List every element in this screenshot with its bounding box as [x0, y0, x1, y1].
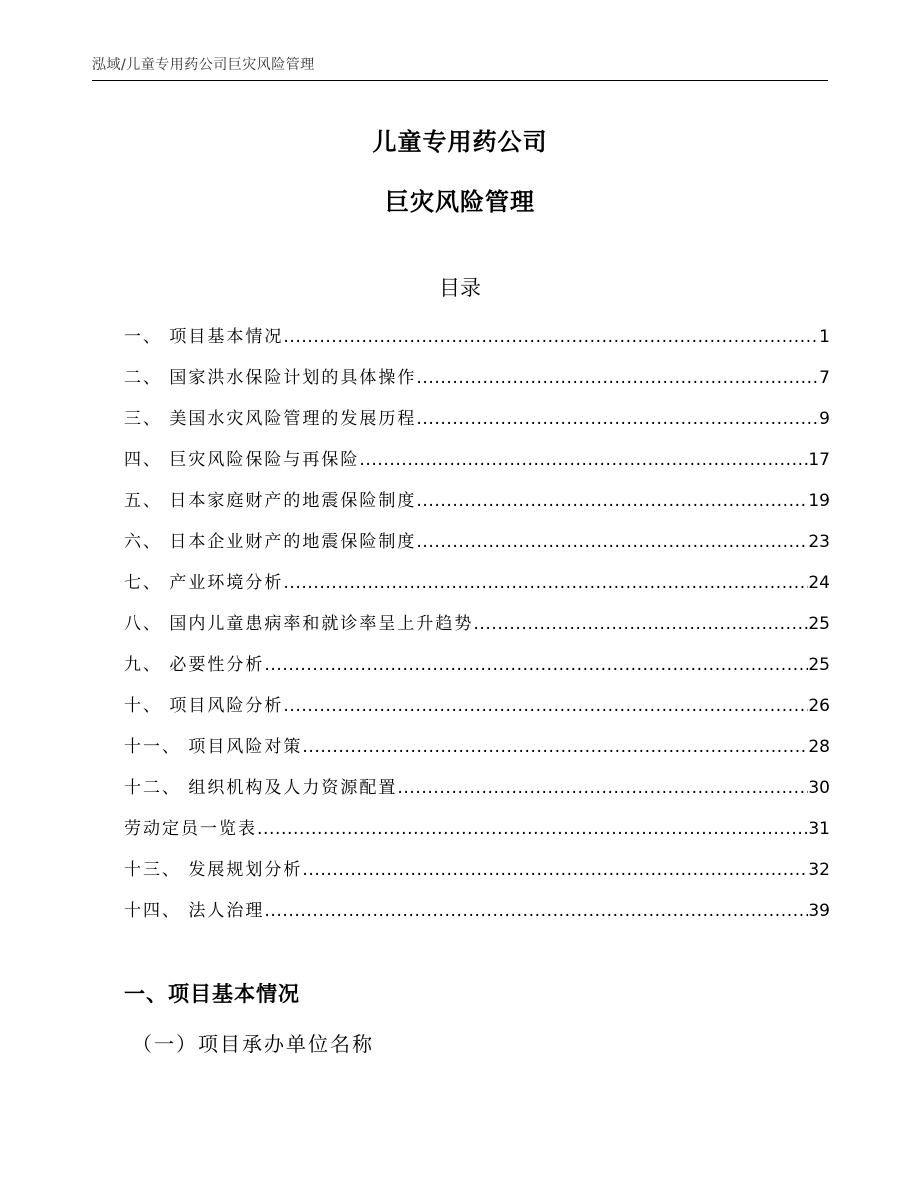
- toc-entry-page: 1: [819, 327, 830, 347]
- header-rule: [92, 80, 828, 81]
- toc-entry-label: 劳动定员一览表: [124, 819, 257, 839]
- toc-entry-label: 五、 日本家庭财产的地震保险制度: [124, 491, 417, 511]
- toc-entry-label: 十、 项目风险分析: [124, 696, 284, 716]
- toc-entry-page: 32: [808, 860, 830, 880]
- toc-entry[interactable]: [124, 730, 830, 771]
- running-header: 泓域/儿童专用药公司巨灾风险管理: [92, 57, 315, 73]
- toc-entry[interactable]: [124, 607, 830, 648]
- toc-entry-label: 十三、 发展规划分析: [124, 860, 303, 880]
- toc-entry-page: 9: [819, 409, 830, 429]
- toc-dot-leader: [416, 402, 819, 436]
- toc-entry-label: 十四、 法人治理: [124, 901, 265, 921]
- toc-dot-leader: [473, 607, 808, 641]
- toc-entry[interactable]: [124, 894, 830, 935]
- toc-entry-page: 19: [808, 491, 830, 511]
- toc-dot-leader: [302, 853, 808, 887]
- toc-entry-label: 九、 必要性分析: [124, 655, 265, 675]
- toc-dot-leader: [302, 730, 808, 764]
- toc-entry-page: 17: [808, 450, 830, 470]
- toc-entry-page: 39: [808, 901, 830, 921]
- toc-entry[interactable]: [124, 771, 830, 812]
- toc-entry[interactable]: [124, 648, 830, 689]
- toc-entry-label: 一、 项目基本情况: [124, 327, 284, 347]
- toc-entry-label: 四、 巨灾风险保险与再保险: [124, 450, 360, 470]
- toc-dot-leader: [397, 771, 808, 805]
- toc-heading: 目录: [439, 276, 481, 300]
- toc-entry-page: 23: [808, 532, 830, 552]
- toc-entry[interactable]: [124, 320, 830, 361]
- section-heading: 一、项目基本情况: [124, 982, 300, 1006]
- toc-entry-label: 十二、 组织机构及人力资源配置: [124, 778, 398, 798]
- document-title-line2: 巨灾风险管理: [385, 188, 535, 216]
- toc-dot-leader: [264, 648, 808, 682]
- toc-entry[interactable]: [124, 525, 830, 566]
- toc-dot-leader: [416, 361, 819, 395]
- toc-entry-page: 31: [808, 819, 830, 839]
- toc-entry-label: 七、 产业环境分析: [124, 573, 284, 593]
- toc-entry[interactable]: [124, 402, 830, 443]
- toc-entry[interactable]: [124, 361, 830, 402]
- toc-entry-label: 十一、 项目风险对策: [124, 737, 303, 757]
- toc-dot-leader: [257, 812, 808, 846]
- subsection-heading: （一）项目承办单位名称: [132, 1032, 374, 1056]
- toc-dot-leader: [283, 566, 808, 600]
- toc-dot-leader: [283, 689, 808, 723]
- toc-dot-leader: [359, 443, 808, 477]
- document-title-line1: 儿童专用药公司: [372, 128, 548, 156]
- toc-entry[interactable]: [124, 484, 830, 525]
- toc-entry-page: 26: [808, 696, 830, 716]
- toc-entry-page: 7: [819, 368, 830, 388]
- toc-entry-label: 八、 国内儿童患病率和就诊率呈上升趋势: [124, 614, 474, 634]
- toc-entry-label: 二、 国家洪水保险计划的具体操作: [124, 368, 417, 388]
- table-of-contents: [124, 320, 830, 935]
- toc-entry-page: 30: [808, 778, 830, 798]
- toc-dot-leader: [416, 484, 808, 518]
- toc-entry[interactable]: [124, 812, 830, 853]
- toc-dot-leader: [416, 525, 808, 559]
- toc-entry-page: 28: [808, 737, 830, 757]
- toc-entry-page: 24: [808, 573, 830, 593]
- toc-entry-label: 六、 日本企业财产的地震保险制度: [124, 532, 417, 552]
- toc-entry[interactable]: [124, 566, 830, 607]
- toc-entry-page: 25: [808, 614, 830, 634]
- toc-entry[interactable]: [124, 443, 830, 484]
- toc-entry-label: 三、 美国水灾风险管理的发展历程: [124, 409, 417, 429]
- toc-entry[interactable]: [124, 853, 830, 894]
- toc-dot-leader: [264, 894, 808, 928]
- toc-entry[interactable]: [124, 689, 830, 730]
- toc-dot-leader: [283, 320, 819, 354]
- toc-entry-page: 25: [808, 655, 830, 675]
